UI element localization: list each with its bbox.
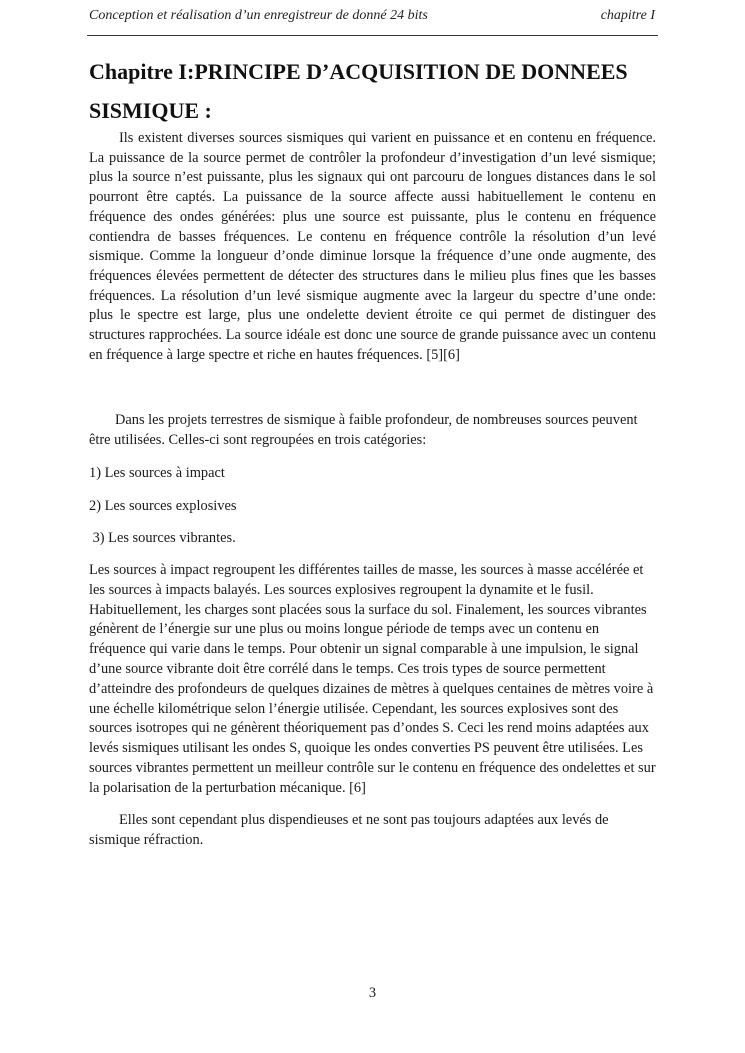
header-divider <box>87 35 658 36</box>
list-item-explosive-sources: 2) Les sources explosives <box>89 498 237 514</box>
paragraph-source-types-detail: Les sources à impact regroupent les différentes tailles de masse, les sources à masse accélérée et les sources à impacts balayés. Les sources explosives regroupent la dynamite et le fusil. Habituellement, les charges sont placées sous la surface du sol. Finalement, les sources vibrantes génèrent de l’énergie sur une plus ou moins longue période de temps avec un contenu en fréquence qui varie dans le temps. Pour obtenir un signal comparable à une impulsion, le signal d’une source vibrante doit être corrélé dans le temps. Ces trois types de source permettent d’atteindre des profondeurs de quelques dizaines de mètres à quelques centaines de mètres voire à une échelle kilométrique selon l’énergie utilisée. Cependant, les sources explosives sont des sources isotropes qui ne génèrent théoriquement pas d’ondes S. Ceci les rend moins adaptées aux levés sismiques utilisant les ondes S, quoique les ondes converties PS peuvent être utilisées. Les sources vibrantes permettent un meilleur contrôle sur le contenu en fréquence des ondelettes et sur la polarisation de la perturbation mécanique. [6] <box>89 562 656 796</box>
list-item-impact-sources: 1) Les sources à impact <box>89 465 225 481</box>
page-number: 3 <box>368 985 377 1001</box>
chapter-title: Chapitre I:PRINCIPE D’ACQUISITION DE DONNEES SISMIQUE : <box>89 59 628 123</box>
paragraph-cost-note: Elles sont cependant plus dispendieuses et ne sont pas toujours adaptées aux levés de sismique réfraction. <box>89 812 609 848</box>
header-document-title: Conception et réalisation d’un enregistreur de donné 24 bits <box>89 8 428 23</box>
paragraph-seismic-sources-intro: Ils existent diverses sources sismiques qui varient en puissance et en contenu en fréquence. La puissance de la source permet de contrôler la profondeur d’investigation d’un levé sismique; plus la source n’est puissante, plus les signaux qui ont parcouru de longues distances dans le sol pourront être captés. La puissance de la source affecte aussi habituellement le contenu en fréquence des ondes générées: plus une source est puissante, plus le contenu en fréquence contiendra de basses fréquences. Le contenu en fréquence contrôle la résolution d’un levé sismique. Comme la longueur d’onde diminue lorsque la fréquence d’une onde augmente, des fréquences élevées permettent de détecter des structures dans le milieu plus fines que les basses fréquences. La résolution d’un levé sismique augmente avec la largeur du spectre d’une onde: plus le spectre est large, plus une ondelette devient étroite ce qui permet de distinguer des structures rapprochées. La source idéale est donc une source de grande puissance avec un contenu en fréquence à large spectre et riche en hautes fréquences. [5][6] <box>89 130 656 363</box>
page-header <box>89 6 657 28</box>
header-chapter-label: chapitre I <box>600 8 655 23</box>
list-item-vibrating-sources: 3) Les sources vibrantes. <box>89 530 236 546</box>
paragraph-source-categories: Dans les projets terrestres de sismique à faible profondeur, de nombreuses sources peuvent être utilisées. Celles-ci sont regroupées en trois catégories: <box>89 412 638 448</box>
